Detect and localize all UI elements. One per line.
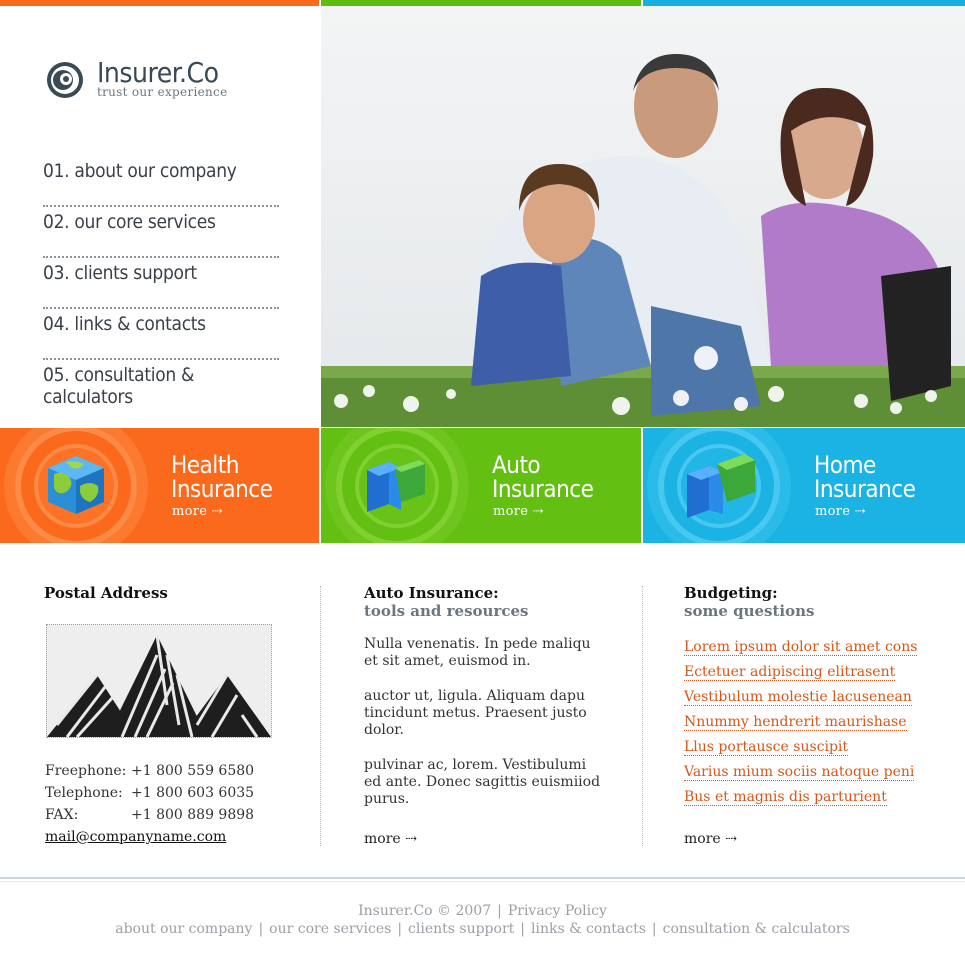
nav-link-contacts[interactable]: 04. links & contacts bbox=[43, 313, 206, 335]
footer bbox=[0, 902, 965, 938]
budgeting-link[interactable]: Nnummy hendrerit maurishase bbox=[684, 714, 907, 730]
fax-value: +1 800 889 9898 bbox=[131, 807, 255, 823]
footer-link-contacts[interactable]: links & contacts bbox=[530, 921, 646, 937]
auto-insurance-title bbox=[492, 453, 593, 501]
budgeting-heading: Budgeting: bbox=[684, 584, 778, 602]
tile-title-line1: Auto bbox=[492, 451, 541, 479]
auto-insurance-tile[interactable] bbox=[321, 428, 641, 543]
list-item bbox=[684, 661, 917, 686]
footer-divider bbox=[0, 877, 965, 879]
nav-item-support bbox=[43, 260, 279, 311]
footer-link-support[interactable]: clients support bbox=[408, 921, 515, 937]
email-row bbox=[45, 826, 305, 848]
freephone-value: +1 800 559 6580 bbox=[131, 763, 255, 779]
nav-divider bbox=[43, 256, 279, 258]
tile-title-line1: Health bbox=[171, 451, 239, 479]
brand-name: Insurer.Co bbox=[97, 56, 219, 89]
contact-info bbox=[45, 760, 305, 848]
puzzle-cube-icon bbox=[361, 454, 427, 516]
column-divider bbox=[320, 586, 321, 846]
budgeting-links-list bbox=[684, 636, 917, 811]
globe-cube-icon bbox=[44, 452, 108, 518]
nav-item-about bbox=[43, 158, 279, 209]
logo-icon bbox=[45, 60, 85, 100]
tile-title-line2: Insurance bbox=[814, 475, 916, 503]
telephone-label: Telephone: bbox=[45, 785, 123, 801]
nav-item-services bbox=[43, 209, 279, 260]
list-item bbox=[684, 686, 917, 711]
auto-paragraph-1: Nulla venenatis. In pede maliqu et sit amet, euismod in. bbox=[364, 636, 591, 669]
health-insurance-tile[interactable] bbox=[0, 428, 319, 543]
puzzle-blocks-icon bbox=[683, 450, 759, 520]
footer-copyright-row: Insurer.Co © 2007 | Privacy Policy bbox=[358, 903, 607, 919]
building-photo bbox=[46, 624, 272, 738]
nav-link-support[interactable]: 03. clients support bbox=[43, 262, 197, 284]
telephone-row bbox=[45, 782, 305, 804]
auto-section-more-link[interactable]: more ⇢ bbox=[364, 831, 417, 847]
main-nav bbox=[43, 158, 279, 413]
nav-divider bbox=[43, 358, 279, 360]
nav-link-services[interactable]: 02. our core services bbox=[43, 211, 216, 233]
site-logo[interactable] bbox=[45, 56, 305, 106]
auto-more-link[interactable]: more ⇢ bbox=[493, 504, 544, 519]
footer-link-consultation[interactable]: consultation & calculators bbox=[662, 921, 850, 937]
budgeting-link[interactable]: Llus portausce suscipit bbox=[684, 739, 849, 755]
home-more-link[interactable]: more ⇢ bbox=[815, 504, 866, 519]
footer-nav: about our company | our core services | clients support | links & contacts | consultation & calculators bbox=[115, 921, 850, 937]
nav-divider bbox=[43, 205, 279, 207]
telephone-value: +1 800 603 6035 bbox=[131, 785, 255, 801]
freephone-label: Freephone: bbox=[45, 763, 127, 779]
fax-row bbox=[45, 804, 305, 826]
freephone-row bbox=[45, 760, 305, 782]
auto-paragraph-2: auctor ut, ligula. Aliquam dapu tincidunt metus. Praesent justo dolor. bbox=[364, 688, 587, 738]
auto-insurance-section bbox=[364, 584, 614, 847]
email-link[interactable]: mail@companyname.com bbox=[45, 829, 227, 845]
budgeting-subheading: some questions bbox=[684, 602, 815, 620]
health-insurance-title bbox=[171, 453, 272, 501]
auto-paragraph-3: pulvinar ac, lorem. Vestibulumi ed ante. Donec sagittis euismiiod purus. bbox=[364, 757, 601, 807]
list-item bbox=[684, 736, 917, 761]
tile-title-line2: Insurance bbox=[171, 475, 273, 503]
postal-heading: Postal Address bbox=[44, 584, 168, 602]
nav-item-contacts bbox=[43, 311, 279, 362]
column-divider bbox=[642, 586, 643, 846]
auto-section-subheading: tools and resources bbox=[364, 602, 529, 620]
nav-link-consultation[interactable]: 05. consultation & calculators bbox=[43, 364, 195, 408]
budgeting-section bbox=[684, 584, 944, 847]
fax-label: FAX: bbox=[45, 807, 79, 823]
footer-link-about[interactable]: about our company bbox=[115, 921, 253, 937]
list-item bbox=[684, 636, 917, 661]
budgeting-link[interactable]: Bus et magnis dis parturient bbox=[684, 789, 887, 805]
list-item bbox=[684, 761, 917, 786]
nav-divider bbox=[43, 307, 279, 309]
home-insurance-tile[interactable] bbox=[643, 428, 965, 543]
tile-title-line1: Home bbox=[814, 451, 876, 479]
list-item bbox=[684, 711, 917, 736]
tile-title-line2: Insurance bbox=[492, 475, 594, 503]
budgeting-link[interactable]: Vestibulum molestie lacusenean bbox=[684, 689, 912, 705]
postal-address-section bbox=[44, 584, 294, 845]
hero-family-photo bbox=[321, 6, 965, 427]
nav-link-about[interactable]: 01. about our company bbox=[43, 160, 237, 182]
home-insurance-title bbox=[814, 453, 915, 501]
brand-tagline: trust our experience bbox=[97, 85, 228, 99]
budgeting-link[interactable]: Ectetuer adipiscing elitrasent bbox=[684, 664, 896, 680]
health-more-link[interactable]: more ⇢ bbox=[172, 504, 223, 519]
privacy-policy-link[interactable]: Privacy Policy bbox=[507, 903, 607, 919]
footer-link-services[interactable]: our core services bbox=[269, 921, 392, 937]
list-item bbox=[684, 786, 917, 811]
footer-divider-thin bbox=[0, 881, 965, 882]
budgeting-link[interactable]: Varius mium sociis natoque peni bbox=[684, 764, 915, 780]
nav-item-consultation bbox=[43, 362, 279, 413]
auto-section-heading: Auto Insurance: bbox=[364, 584, 499, 602]
top-bar-orange bbox=[0, 0, 319, 6]
budgeting-more-link[interactable]: more ⇢ bbox=[684, 831, 737, 847]
copyright-text: Insurer.Co © 2007 bbox=[358, 903, 492, 919]
budgeting-link[interactable]: Lorem ipsum dolor sit amet cons bbox=[684, 639, 918, 655]
